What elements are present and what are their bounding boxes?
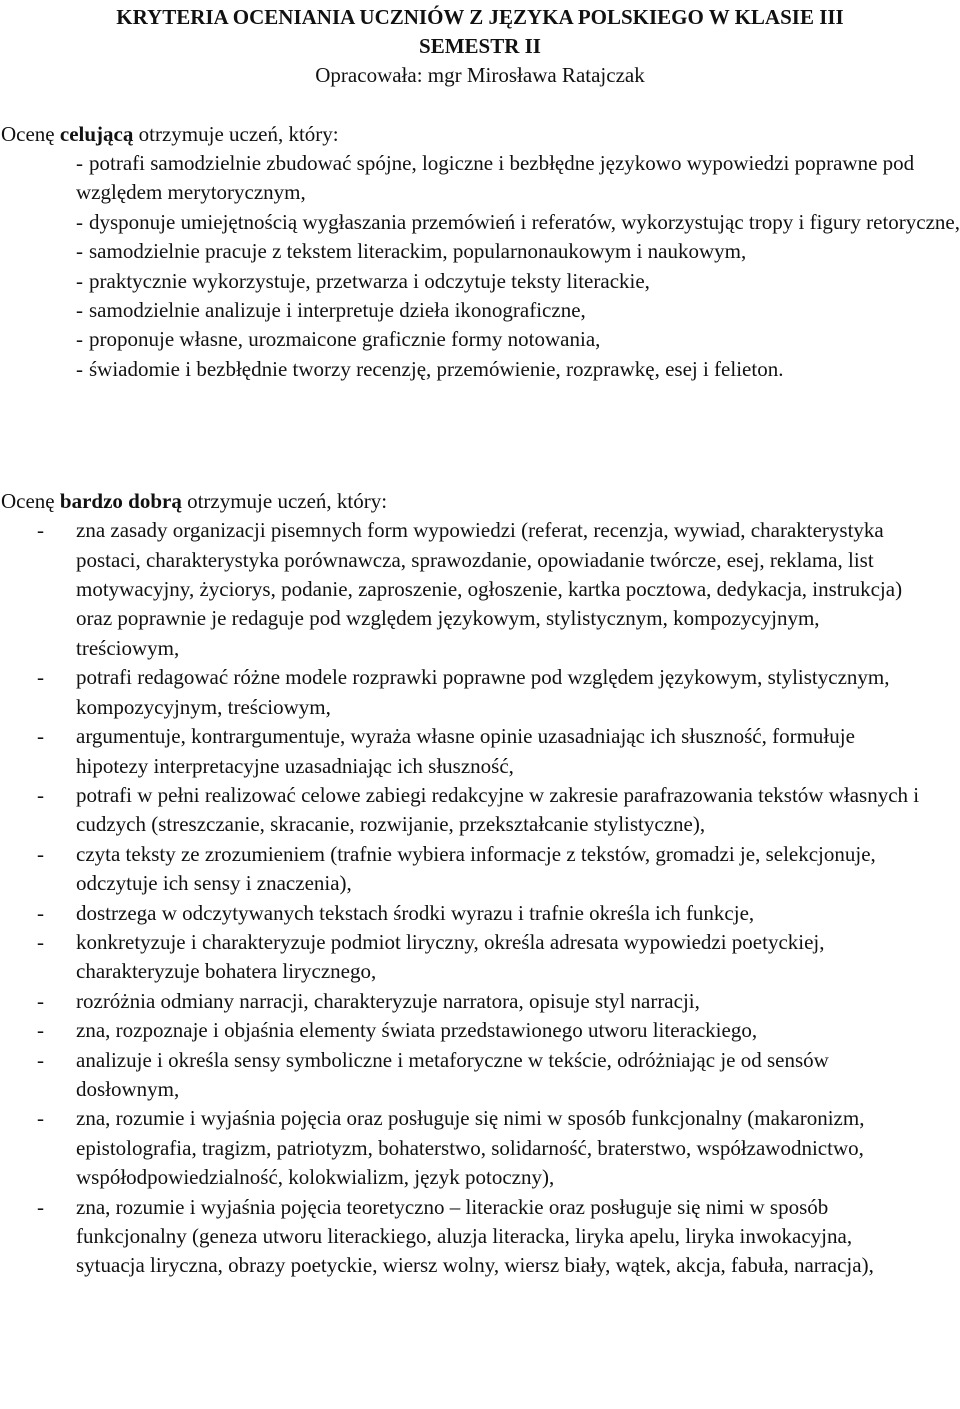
section-bardzo-dobra-list [0,516,960,1281]
list-item [0,928,960,987]
list-item [0,840,960,899]
dash: - [37,1047,44,1072]
dash: - [76,356,83,381]
list-item [76,355,960,384]
list-item [0,1016,960,1045]
list-item [0,516,960,663]
list-item [0,722,960,781]
grade-name: bardzo dobrą [59,489,182,514]
list-item [0,899,960,928]
heading-suffix: otrzymuje uczeń, który: [133,122,339,146]
list-item [76,325,960,354]
list-item [0,1046,960,1105]
dash: - [37,665,44,690]
list-item-text: dostrzega w odczytywanych tekstach środki wyrazu i trafnie określa ich funkcje, [76,900,755,925]
list-item [76,237,960,266]
list-item [76,267,960,296]
dash: - [37,900,44,925]
list-item-text: zna, rozpoznaje i objaśnia elementy świata przedstawionego utworu literackiego, [76,1018,758,1043]
list-item-text: rozróżnia odmiany narracji, charakteryzuje narratora, opisuje styl narracji, [76,988,700,1013]
dash: - [37,782,44,807]
list-item-text: potrafi redagować różne modele rozprawki poprawne pod względem językowym, stylistycznym, kompozycyjnym, treściowym, [76,665,890,719]
dash: - [37,1018,44,1043]
dash: - [37,518,44,543]
list-item-text: argumentuje, kontrargumentuje, wyraża własne opinie uzasadniając ich słuszność, formułuje hipotezy interpretacyjne uzasadniając ich słuszność, [76,724,855,778]
grade-name: celującą [59,122,134,146]
dash: - [37,988,44,1013]
list-item-text: potrafi w pełni realizować celowe zabiegi redakcyjne w zakresie parafrazowania tekstów własnych i cudzych (streszczanie, skracanie, rozwijanie, przekształcanie stylistyczne), [76,782,920,837]
list-item-text: praktycznie wykorzystuje, przetwarza i odczytuje teksty literackie, [89,268,650,293]
author-line: Opracowała: mgr Mirosława Ratajczak [315,63,645,87]
dash: - [76,327,83,352]
dash: - [76,239,83,264]
list-item [76,296,960,325]
section-celujaca-heading [0,120,960,149]
list-item [76,149,960,208]
dash: - [37,1106,44,1131]
heading-prefix: Ocenę [1,122,60,146]
list-item [0,1193,960,1281]
list-item [0,987,960,1016]
dash: - [76,151,83,175]
heading-prefix: Ocenę [1,489,60,514]
dash: - [37,1194,44,1219]
list-item-text: świadomie i bezbłędnie tworzy recenzję, przemówienie, rozprawkę, esej i felieton. [89,356,784,381]
dash: - [37,724,44,749]
list-item-text: samodzielnie analizuje i interpretuje dzieła ikonograficzne, [89,298,586,323]
list-item-text: zna, rozumie i wyjaśnia pojęcia teoretyczno – literackie oraz posługuje się nimi w sposób funkcjonalny (geneza utworu literackiego, aluzja literacka, liryka apelu, liryka inwokacyjna, sytuacja liryczna, obrazy poetyckie, wiersz wolny, wiersz biały, wątek, akcja, fabuła, narracja), [76,1194,874,1278]
section-bardzo-dobra-heading [0,487,960,516]
list-item-text: potrafi samodzielnie zbudować spójne, logiczne i bezbłędne językowo wypowiedzi poprawne pod względem merytorycznym, [76,151,915,205]
list-item-text: czyta teksty ze zrozumieniem (trafnie wybiera informacje z tekstów, gromadzi je, selekcjonuje, odczytuje ich sensy i znaczenia), [76,841,876,896]
list-item [0,781,960,840]
list-item-text: dysponuje umiejętnością wygłaszania przemówień i referatów, wykorzystując tropy i figury retoryczne, [89,209,960,234]
dash: - [37,841,44,866]
section-celujaca-list [0,149,960,384]
document-title: KRYTERIA OCENIANIA UCZNIÓW Z JĘZYKA POLSKIEGO W KLASIE III [116,5,844,29]
list-item-text: samodzielnie pracuje z tekstem literackim, popularnonaukowym i naukowym, [89,239,747,264]
dash: - [76,268,83,293]
list-item-text: zna zasady organizacji pisemnych form wypowiedzi (referat, recenzja, wywiad, charakterystyka postaci, charakterystyka porównawcza, sprawozdanie, opowiadanie twórcze, esej, reklama, list motywacyjny, życiorys, podanie, zaproszenie, ogłoszenie, kartka pocztowa, dedykacja, instrukcja) oraz poprawnie je redaguje pod względem językowym, stylistycznym, kompozycyjnym, treściowym, [76,518,903,660]
list-item-text: analizuje i określa sensy symboliczne i metaforyczne w tekście, odróżniając je od sensów dosłownym, [76,1047,829,1101]
document-subtitle-semester: SEMESTR II [419,34,541,58]
list-item-text: proponuje własne, urozmaicone graficznie formy notowania, [89,327,601,352]
dash: - [37,929,44,954]
list-item [0,1104,960,1192]
dash: - [76,209,83,234]
list-item-text: konkretyzuje i charakteryzuje podmiot liryczny, określa adresata wypowiedzi poetyckiej, charakteryzuje bohatera lirycznego, [76,929,825,984]
list-item [76,208,960,237]
list-item-text: zna, rozumie i wyjaśnia pojęcia oraz posługuje się nimi w sposób funkcjonalny (makaronizm, epistolografia, tragizm, patriotyzm, bohaterstwo, solidarność, braterstwo, współzawodnictwo, współodpowiedzialność, kolokwializm, język potoczny), [76,1106,865,1190]
heading-suffix: otrzymuje uczeń, który: [181,489,388,514]
list-item [0,663,960,722]
dash: - [76,298,83,323]
